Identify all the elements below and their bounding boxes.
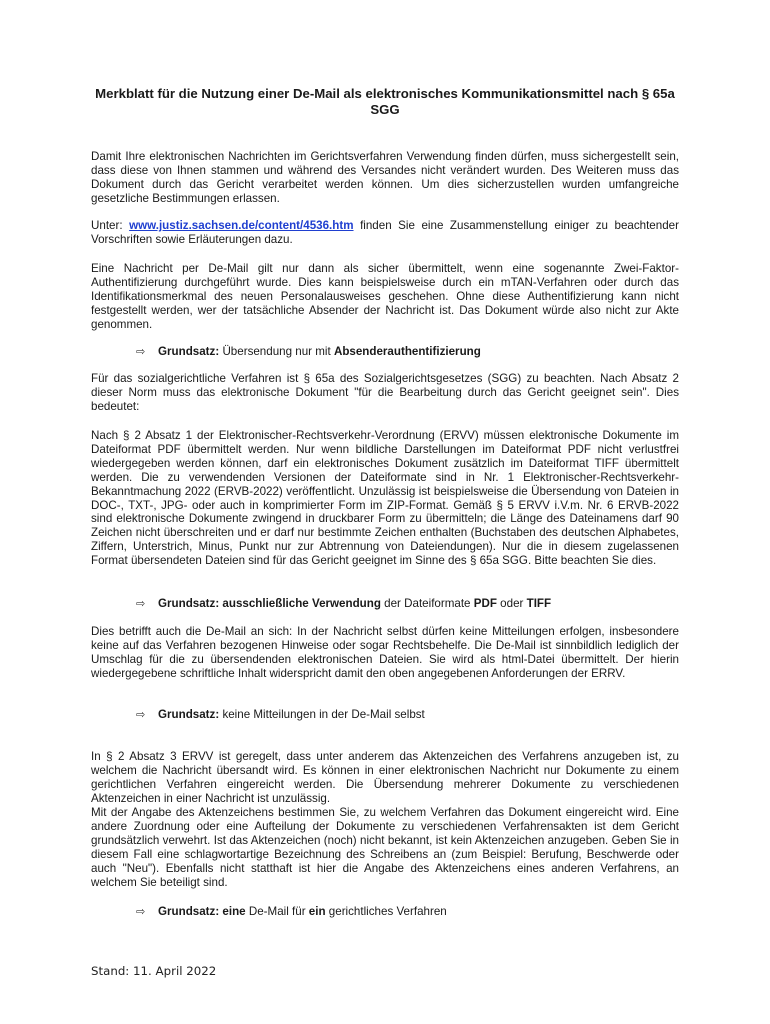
aktenzeichen-paragraph-2: Mit der Angabe des Aktenzeichens bestimmen Sie, zu welchem Verfahren das Dokument eingereicht wird. Eine andere Zuordnung oder eine Aufteilung der Dokumente zu verschiedenen Verfahrensakten ist dem Gericht grundsätzlich verwehrt. Ist das Aktenzeichen (noch) nicht bekannt, ist kein Aktenzeichen anzugeben. Geben Sie in diesem Fall eine schlagwortartige Bezeichnung des Schreibens an (zum Beispiel: Berufung, Beschwerde oder auch "Neu"). Ebenfalls nicht statthaft ist hier die Angabe des Aktenzeichens eines anderen Verfahrens, an welchem Sie beteiligt sind. bbox=[91, 806, 679, 889]
principle-bold: ein bbox=[308, 905, 326, 918]
ervv-paragraph: Nach § 2 Absatz 1 der Elektronischer-Rechtsverkehr-Verordnung (ERVV) müssen elektronische Dokumente im Dateiformat PDF übermittelt werden. Nur wenn bildliche Darstellungen im Dateiformat PDF nicht verlustfrei wiedergegeben werden können, darf ein elektronisches Dokument zusätzlich im Dateiformat TIFF übermittelt werden. Die zu verwendenden Versionen der Dateiformate sind in Nr. 1 Elektronischer-Rechtsverkehr-Bekanntmachung 2022 (ERVB-2022) veröffentlicht. Unzulässig ist beispielsweise die Übersendung von Dateien in DOC-, TXT-, JPG- oder auch in komprimierter Form im ZIP-Format. Gemäß § 5 ERVV i.V.m. Nr. 6 ERVB-2022 sind elektronische Dokumente zwingend in druckbarer Form zu übermitteln; die Länge des Dateinamens darf 90 Zeichen nicht überschreiten und er darf nur bestimmte Zeichen enthalten (Buchstaben des deutschen Alphabetes, Ziffern, Unterstrich, Minus, Punkt nur zur Abtrennung von Dateiendungen). Nur die in diesem zugelassenen Format übersendeten Dateien sind für das Gericht geeignet im Sinne des § 65a SGG. Bitte beachten Sie dies. bbox=[91, 429, 679, 568]
arrow-right-outline-icon: ⇨ bbox=[136, 708, 146, 721]
demail-paragraph: Dies betrifft auch die De-Mail an sich: In der Nachricht selbst dürfen keine Mitteilungen erfolgen, insbesondere keine auf das Verfahren bezogenen Hinweise oder sogar Rechtsbehelfe. Die De-Mail ist sinnbildlich lediglich der Umschlag für die zu übersendenden elektronischen Dateien. Sie wird als html-Datei übermittelt. Der hierin wiedergegebene schriftliche Inhalt widerspricht damit den oben angegebenen Anforderungen der ERRV. bbox=[91, 625, 679, 680]
principle-label: Grundsatz: bbox=[158, 345, 220, 358]
principle-text: keine Mitteilungen in der De-Mail selbst bbox=[222, 708, 425, 721]
principle-text-or: oder bbox=[500, 597, 524, 610]
principle-no-messages bbox=[136, 708, 425, 722]
arrow-right-outline-icon: ⇨ bbox=[136, 597, 146, 610]
principle-text: der Dateiformate bbox=[384, 597, 471, 610]
principle-authentication bbox=[136, 345, 481, 359]
authentication-paragraph: Eine Nachricht per De-Mail gilt nur dann als sicher übermittelt, wenn eine sogenannte Zwei-Faktor-Authentifizierung durchgeführt wurde. Dies kann beispielsweise durch ein mTAN-Verfahren oder durch das Identifikationsmerkmal des neuen Personalausweises geschehen. Ohne diese Authentifizierung kann nicht festgestellt werden, wer der tatsächliche Absender der Nachricht ist. Das Dokument würde also nicht zur Akte genommen. bbox=[91, 262, 679, 331]
principle-text-end: gerichtliches Verfahren bbox=[328, 905, 447, 918]
arrow-right-outline-icon: ⇨ bbox=[136, 905, 146, 918]
document-title: Merkblatt für die Nutzung einer De-Mail als elektronisches Kommunikationsmittel nach § 65a SGG bbox=[95, 86, 675, 117]
intro-paragraph: Damit Ihre elektronischen Nachrichten im Gerichtsverfahren Verwendung finden dürfen, muss sichergestellt sein, dass diese von Ihnen stammen und während des Versandes nicht verändert wurden. Des Weiteren muss das Dokument durch das Gericht verarbeitet werden können. Um dies sicherzustellen wurden umfangreiche gesetzliche Bestimmungen erlassen. bbox=[91, 150, 679, 205]
principle-label: Grundsatz: eine bbox=[158, 905, 246, 918]
arrow-right-outline-icon: ⇨ bbox=[136, 345, 146, 358]
principle-bold-pdf: PDF bbox=[473, 597, 497, 610]
aktenzeichen-paragraph-1: In § 2 Absatz 3 ERVV ist geregelt, dass unter anderem das Aktenzeichen des Verfahrens anzugeben ist, zu welchem die Nachricht übersandt wird. Es können in einer elektronischen Nachricht nur Dokumente zu einem gerichtlichen Verfahren eingereicht werden. Die Übersendung mehrerer Dokumente zu verschiedenen Aktenzeichen in einer Nachricht ist unzulässig. bbox=[91, 750, 679, 805]
link-suffix: finden Sie eine Zusammenstellung einiger zu beachtender Vorschriften sowie Erläuterungen dazu. bbox=[91, 219, 679, 246]
principle-bold: Absenderauthentifizierung bbox=[333, 345, 481, 358]
link-paragraph bbox=[91, 219, 679, 247]
sgg-paragraph: Für das sozialgerichtliche Verfahren ist § 65a des Sozialgerichtsgesetzes (SGG) zu beachten. Nach Absatz 2 dieser Norm muss das elektronische Dokument "für die Bearbeitung durch das Gericht geeignet sein". Dies bedeutet: bbox=[91, 372, 679, 413]
document-footer-date: Stand: 11. April 2022 bbox=[91, 964, 217, 978]
principle-text: Übersendung nur mit bbox=[222, 345, 331, 358]
principle-label: Grundsatz: bbox=[158, 708, 220, 721]
justiz-link[interactable]: www.justiz.sachsen.de/content/4536.htm bbox=[129, 219, 354, 232]
principle-label: Grundsatz: ausschließliche Verwendung bbox=[158, 597, 381, 610]
link-prefix: Unter: bbox=[91, 219, 123, 232]
principle-text: De-Mail für bbox=[248, 905, 306, 918]
principle-bold-tiff: TIFF bbox=[526, 597, 552, 610]
principle-formats bbox=[136, 597, 551, 611]
principle-one-procedure bbox=[136, 905, 447, 919]
